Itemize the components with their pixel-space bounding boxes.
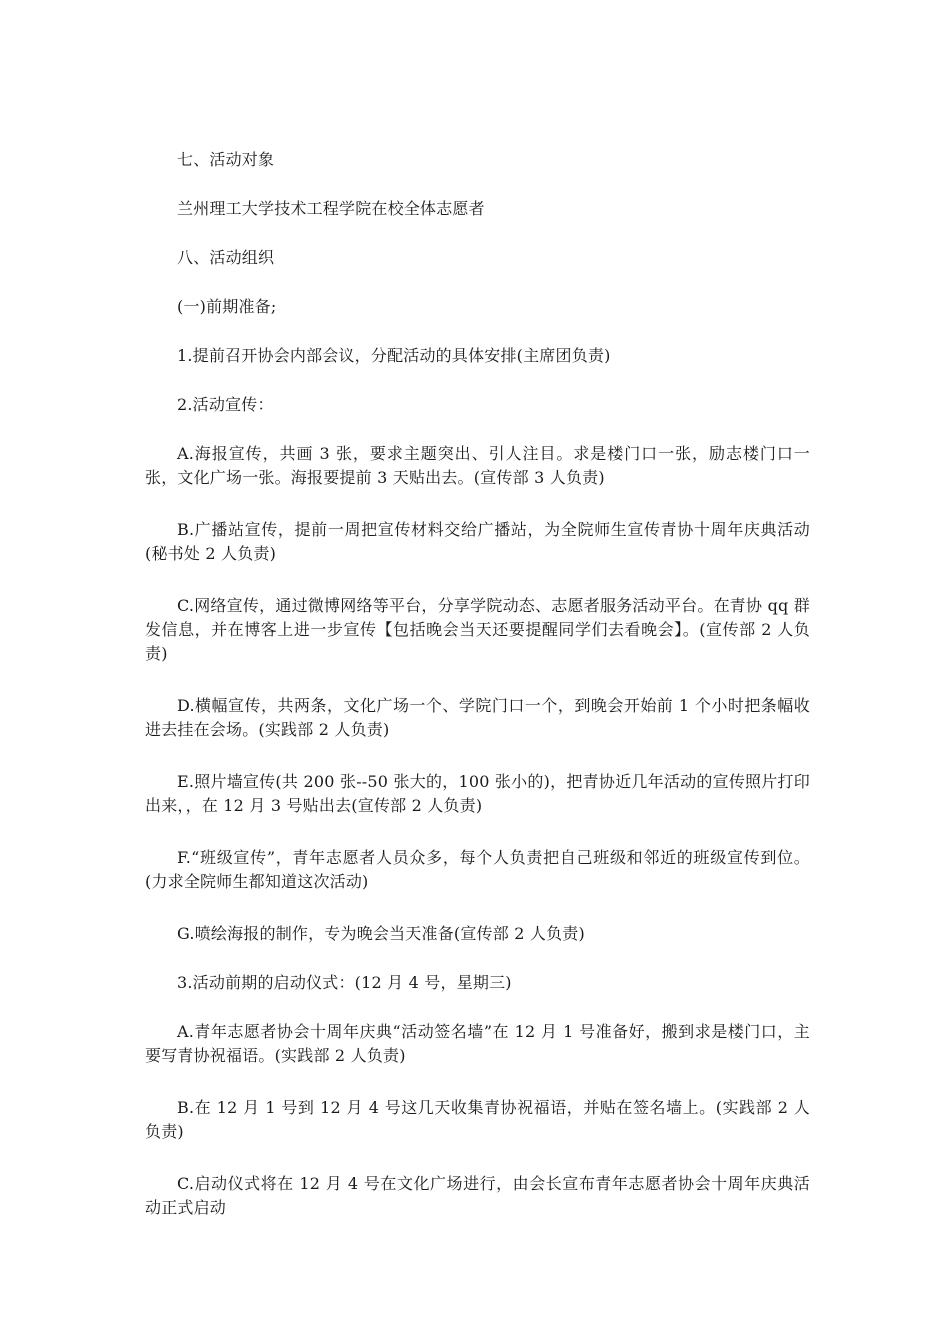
subsection-heading-preparation: (一)前期准备;	[177, 297, 277, 316]
paragraph-item-3-launch-ceremony: 3.活动前期的启动仪式：(12 月 4 号，星期三)	[177, 973, 512, 992]
paragraph-item-a-posters: A.海报宣传，共画 3 张，要求主题突出、引人注目。求是楼门口一张，励志楼门口一张，文化广场一张。海报要提前 3 天贴出去。(宣传部 3 人负责)	[145, 444, 810, 487]
paragraph-item-f-class-publicity: F.“班级宣传”，青年志愿者人员众多，每个人负责把自己班级和邻近的班级宣传到位。(力求全院师生都知道这次活动)	[145, 848, 810, 891]
document-body	[145, 148, 810, 1220]
paragraph-item-c-online: C.网络宣传，通过微博网络等平台，分享学院动态、志愿者服务活动平台。在青协 qq 群发信息，并在博客上进一步宣传【包括晚会当天还要提醒同学们去看晚会】。(宣传部 2 人负责)	[145, 596, 810, 663]
paragraph-item-c-launch: C.启动仪式将在 12 月 4 号在文化广场进行，由会长宣布青年志愿者协会十周年庆典活动正式启动	[145, 1174, 810, 1217]
paragraph-item-b-broadcast: B.广播站宣传，提前一周把宣传材料交给广播站，为全院师生宣传青协十周年庆典活动(秘书处 2 人负责)	[145, 520, 810, 563]
paragraph-item-d-banners: D.横幅宣传，共两条，文化广场一个、学院门口一个，到晚会开始前 1 个小时把条幅收进去挂在会场。(实践部 2 人负责)	[145, 696, 810, 739]
paragraph-item-2-publicity: 2.活动宣传：	[177, 395, 274, 414]
paragraph-item-1-meeting: 1.提前召开协会内部会议，分配活动的具体安排(主席团负责)	[177, 346, 611, 365]
paragraph-item-e-photo-wall: E.照片墙宣传(共 200 张--50 张大的，100 张小的)，把青协近几年活动的宣传照片打印出来，，在 12 月 3 号贴出去(宣传部 2 人负责)	[145, 772, 810, 815]
paragraph-item-b-blessings: B.在 12 月 1 号到 12 月 4 号这几天收集青协祝福语，并贴在签名墙上。(实践部 2 人负责)	[145, 1098, 810, 1141]
section-heading-activity-organization: 八、活动组织	[177, 248, 275, 267]
paragraph-item-a-signature-wall: A.青年志愿者协会十周年庆典“活动签名墙”在 12 月 1 号准备好，搬到求是楼门口，主要写青协祝福语。(实践部 2 人负责)	[145, 1022, 810, 1065]
paragraph-target-audience: 兰州理工大学技术工程学院在校全体志愿者	[177, 199, 485, 218]
section-heading-activity-target: 七、活动对象	[177, 150, 275, 169]
paragraph-item-g-spray-poster: G.喷绘海报的制作，专为晚会当天准备(宣传部 2 人负责)	[177, 924, 585, 943]
